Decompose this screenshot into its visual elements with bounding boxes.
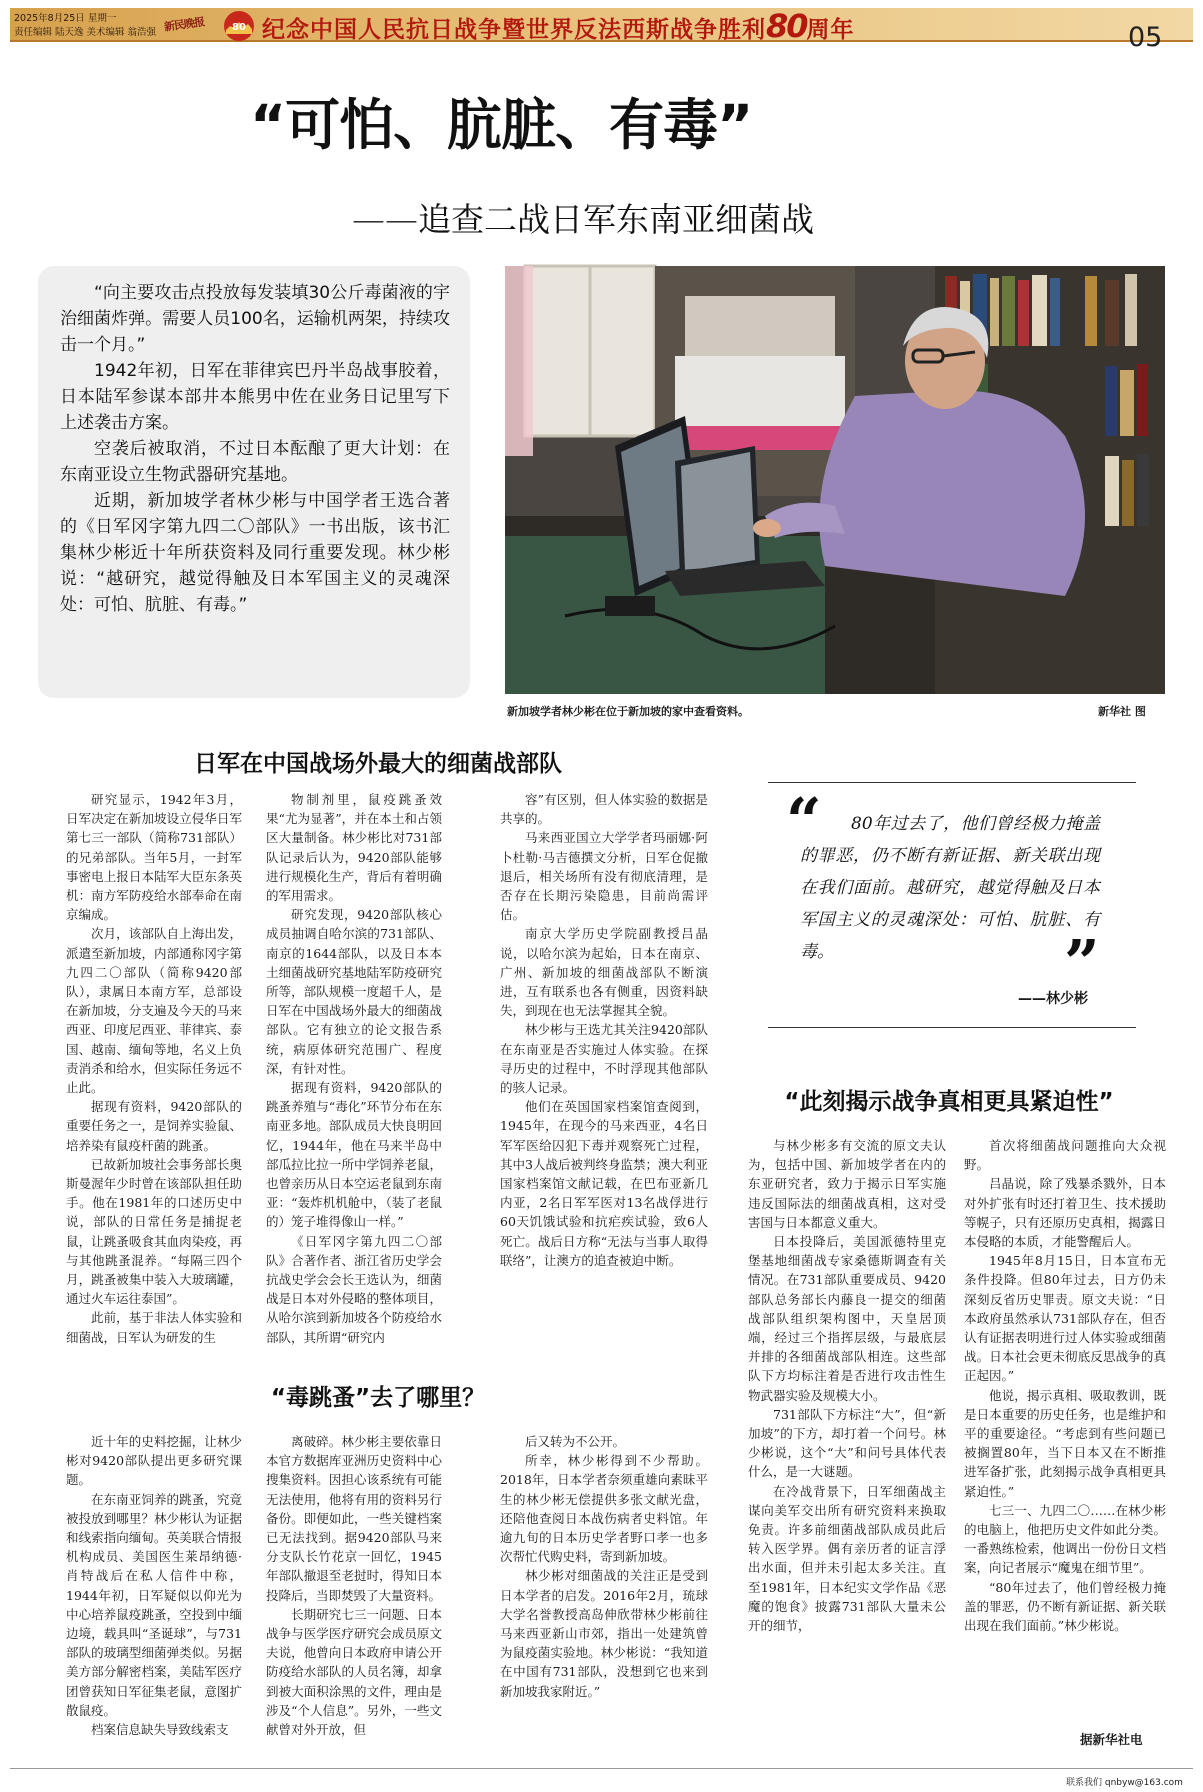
body-paragraph: 林少彬与王选尤其关注9420部队在东南亚是否实施过人体实验。在探寻历史的过程中，不时浮现其他部队的骇人记录。 [500,1022,708,1096]
section3-column-2 [964,1136,1166,1728]
body-paragraph: 1945年8月15日，日本宣布无条件投降。但80年过去，日方仍未深刻反省历史罪责。原文夫说：“日本政府虽然承认731部队存在，但否认有证据表明进行过人体实验或细菌战。日本社会更未彻底反思战争的真正起因。” [964,1253,1166,1384]
body-paragraph: 吕晶说，除了残暴杀戮外，日本对外扩张有时还打着卫生、技术援助等幌子，只有还原历史真相，揭露日本侵略的本质，才能警醒后人。 [964,1176,1166,1250]
body-paragraph: 长期研究七三一问题、日本战争与医学医疗研究会成员原文夫说，他曾向日本政府申请公开防疫给水部队的人员名簿，却拿到被大面积涂黑的文件，理由是涉及“个人信息”。另外，一些文献曾对外开放，但 [266,1606,442,1738]
body-paragraph: 次月，该部队自上海出发，派遣至新加坡，内部通称冈字第九四二〇部队（简称9420部队），隶属日本南方军，总部设在新加坡，分支遍及今天的马来西亚、印度尼西亚、菲律宾、泰国、越南、缅甸等地，名义上负责消杀和给水，但实际任务远不止此。 [66,926,242,1096]
article-title: “可怕、肮脏、有毒” [250,93,753,157]
header-editors: 责任编辑 陆天逸 美术编辑 翁浩强 [14,27,157,38]
section1-column-3 [500,790,708,1290]
footer-contact: 联系我们 qnbyw@163.com [1066,1778,1183,1788]
body-paragraph: 已故新加坡社会事务部长奥斯曼渥年少时曾在该部队担任助手。他在1981年的口述历史中说，部队的日常任务是捕捉老鼠，让跳蚤吸食其血肉染疫，再与其他跳蚤混养。“每隔三四个月，跳蚤被集中装入大玻璃罐，通过火车运往泰国”。 [66,1156,242,1307]
body-paragraph: 研究显示，1942年3月，日军决定在新加坡设立侵华日军第七三一部队（简称731部队）的兄弟部队。当年5月，一封军事密电上报日本陆军大臣东条英机：南方军防疫给水部奉命在南京编成。 [66,792,242,923]
article-source: 据新华社电 [1080,1732,1143,1747]
body-paragraph: 据现有资料，9420部队的跳蚤养殖与“毒化”环节分布在东南亚多地。部队成员大快良明回忆，1944年，他在马来半岛中部瓜拉比拉一所中学饲养老鼠，也曾亲历从日本空运老鼠到东南亚：“轰炸机机舱中，（装了老鼠的）笼子堆得像山一样。” [266,1080,442,1230]
body-paragraph: “80年过去了，他们曾经极力掩盖的罪恶，仍不断有新证据、新关联出现在我们面前。”林少彬说。 [964,1579,1166,1634]
body-paragraph: 所幸，林少彬得到不少帮助。2018年，日本学者奈须重雄向素昧平生的林少彬无偿提供多张文献光盘，还陪他查阅日本战伤病者史料馆。年逾九旬的日本历史学者野口孝一也多次帮忙代购史料，寄到新加坡。 [500,1453,708,1565]
section2-heading: “毒跳蚤”去了哪里？ [270,1385,486,1411]
photo-credit: 新华社 图 [1098,705,1146,718]
body-paragraph: 后又转为不公开。 [525,1434,626,1449]
section2-column-1 [66,1432,242,1744]
banner-suffix: 周年 [806,17,855,43]
lead-paragraph: “向主要攻击点投放每发装填30公斤毒菌液的宇治细菌炸弹。需要人员100名，运输机两架，持续攻击一个月。” [60,283,450,355]
newspaper-logo: 新民晚报 [163,15,205,34]
banner-prefix: 纪念中国人民抗日战争暨世界反法西斯战争胜利 [262,17,766,43]
section3-heading: “此刻揭示战争真相更具紧迫性” [784,1089,1114,1115]
section3-column-1 [748,1136,946,1746]
body-paragraph: 研究发现，9420部队核心成员抽调自哈尔滨的731部队、南京的1644部队，以及日本本土细菌战研究基地陆军防疫研究所等，部队规模一度超千人，是日军在中国战场外最大的细菌战部队。它有独立的论文报告系统，病原体研究范围广、程度深，有针对性。 [266,907,442,1076]
great-wall-icon [222,10,256,42]
badge-number: 80 [232,22,246,33]
article-subtitle: ——追查二战日军东南亚细菌战 [352,200,814,239]
body-paragraph: 在冷战背景下，日军细菌战主谋向美军交出所有研究资料来换取免责。许多前细菌战部队成员此后转入医学界。偶有亲历者的证言浮出水面，但并未引起太多关注。直至1981年，日本纪实文学作品《恶魔的饱食》披露731部队大量未公开的细节， [748,1483,946,1634]
section1-heading: 日军在中国战场外最大的细菌战部队 [194,751,562,777]
scholar-at-computer-illustration [505,266,1165,694]
body-paragraph: 《日军冈字第九四二〇部队》合著作者、浙江省历史学会抗战史学会会长王选认为，细菌战是日本对外侵略的整体项目，从哈尔滨到新加坡各个防疫给水部队，其所谓“研究内 [266,1233,442,1345]
body-paragraph: 离破碎。林少彬主要依靠日本官方数据库亚洲历史资料中心搜集资料。因担心该系统有可能无法使用，他将有用的资料另行备份。即便如此，一些关键档案已无法找到。据9420部队马来分支队长竹花京一回忆，1945年部队撤退至老挝时，得知日本投降后，当即焚毁了大量资料。 [266,1434,442,1603]
anniversary-badge [222,10,256,42]
section1-column-1 [66,790,242,1374]
section2-column-2 [266,1432,442,1744]
pull-quote-author: ——林少彬 [1018,991,1088,1007]
lead-paragraph: 空袭后被取消，不过日本酝酿了更大计划：在东南亚设立生物武器研究基地。 [60,439,450,485]
banner-title [262,7,855,45]
header-date: 2025年8月25日 星期一 [14,13,117,24]
article-photo [505,266,1165,694]
open-quote-icon: “ [786,784,822,857]
section2-column-3 [500,1432,708,1744]
body-paragraph: 日本投降后，美国派德特里克堡基地细菌战专家桑德斯调查有关情况。在731部队重要成员、9420部队总务部长内藤良一提交的细菌战部队组织架构图中，天皇居顶端，经过三个指挥层级，与最底层并排的各细菌战部队相连。这些部队下方均标注着是否进行攻击性生物武器实验及规模大小。 [748,1234,946,1403]
body-paragraph: 731部队下方标注“大”，但“新加坡”的下方，却打着一个问号。林少彬说，这个“大”和问号具体代表什么，是一大谜题。 [748,1406,946,1480]
body-paragraph: 他说，揭示真相、吸取教训，既是日本重要的历史任务，也是维护和平的重要途径。“考虑到有些问题已被搁置80年，当下日本又在不断推进军备扩张，此刻揭示战争真相更具紧迫性。” [964,1387,1166,1499]
body-paragraph: 此前，基于非法人体实验和细菌战，日军认为研发的生 [66,1310,242,1345]
pull-quote-text: 80年过去了，他们曾经极力掩盖的罪恶，仍不断有新证据、新关联出现在我们面前。越研究，越觉得触及日本军国主义的灵魂深处：可怕、肮脏、有毒。 [800,814,1100,962]
body-paragraph: 与林少彬多有交流的原文夫认为，包括中国、新加坡学者在内的东亚研究者，致力于揭示日军实施违反国际法的细菌战真相，这对受害国与日本都意义重大。 [748,1138,946,1230]
body-paragraph: 马来西亚国立大学学者玛丽娜·阿卜杜勒·马吉德撰文分析，日军仓促撤退后，相关场所有没有彻底清理，是否存在长期污染隐患，目前尚需评估。 [500,830,708,923]
body-paragraph: 档案信息缺失导致线索支 [91,1722,229,1738]
body-paragraph: 七三一、九四二〇……在林少彬的电脑上，他把历史文件如此分类。一番熟练检索，他调出一份份日文档案，向记者展示“魔鬼在细节里”。 [964,1502,1166,1576]
footer-rule [10,1768,1193,1769]
close-quote-icon: ” [1064,926,1100,999]
photo-caption: 新加坡学者林少彬在位于新加坡的家中查看资料。 [507,705,749,718]
banner-number: 80 [766,7,807,45]
lead-box [38,266,470,698]
body-paragraph: 据现有资料，9420部队的重要任务之一，是饲养实验鼠、培养染有鼠疫杆菌的跳蚤。 [66,1099,242,1153]
body-paragraph: 首次将细菌战问题推向大众视野。 [964,1138,1166,1173]
body-paragraph: 在东南亚饲养的跳蚤，究竟被投放到哪里？林少彬认为证据和线索指向缅甸。英美联合情报机构成员、美国医生莱昂纳德·肖特战后在私人信件中称，1944年初，日军疑似以仰光为中心培养鼠疫跳蚤，空投到中缅边境，载具叫“圣诞球”，与731部队的玻璃型细菌弹类似。另据美方部分解密档案，美陆军医疗团曾获知日军征集老鼠，意图扩散鼠疫。 [66,1491,242,1718]
body-paragraph: 林少彬对细菌战的关注正是受到日本学者的启发。2016年2月，琉球大学名誉教授高岛伸欣带林少彬前往马来西亚新山市郊，指出一处建筑曾为鼠疫菌实验地。林少彬说：“我知道在中国有731部队，没想到它也来到新加坡我家附近。” [500,1568,708,1699]
lead-paragraph: 近期，新加坡学者林少彬与中国学者王选合著的《日军冈字第九四二〇部队》一书出版，该书汇集林少彬近十年所获资料及同行重要发现。林少彬说：“越研究，越觉得触及日本军国主义的灵魂深处：可怕、肮脏、有毒。” [60,491,450,615]
lead-paragraph: 1942年初，日军在菲律宾巴丹半岛战事胶着，日本陆军参谋本部井本熊男中佐在业务日记里写下上述袭击方案。 [60,361,450,433]
body-paragraph: 他们在英国国家档案馆查阅到，1945年，在现今的马来西亚，4名日军军医给囚犯下毒并观察死亡过程，其中3人战后被判终身监禁；澳大利亚国家档案馆文献记载，在巴布亚新几内亚，2名日军军医对13名战俘进行60天饥饿试验和抗疟疾试验，致6人死亡。战后日方称“无法与当事人取得联络”，让澳方的追查被迫中断。 [500,1099,708,1268]
page-number: 05 [1128,22,1163,53]
body-paragraph: 近十年的史料挖掘，让林少彬对9420部队提出更多研究课题。 [66,1434,242,1488]
body-paragraph: 南京大学历史学院副教授吕晶说，以哈尔滨为起始，日本在南京、广州、新加坡的细菌战部队不断演进，互有联系也各有侧重，因资料缺失，到现在也无法掌握其全貌。 [500,926,708,1019]
section1-column-2 [266,790,442,1345]
body-paragraph: 物制剂里，鼠疫跳蚤效果“尤为显著”，并在本土和占领区大量制备。林少彬比对731部队记录后认为，9420部队能够进行规模化生产，背后有着明确的军用需求。 [266,792,442,904]
body-paragraph: 容”有区别，但人体实验的数据是共享的。 [500,792,708,827]
